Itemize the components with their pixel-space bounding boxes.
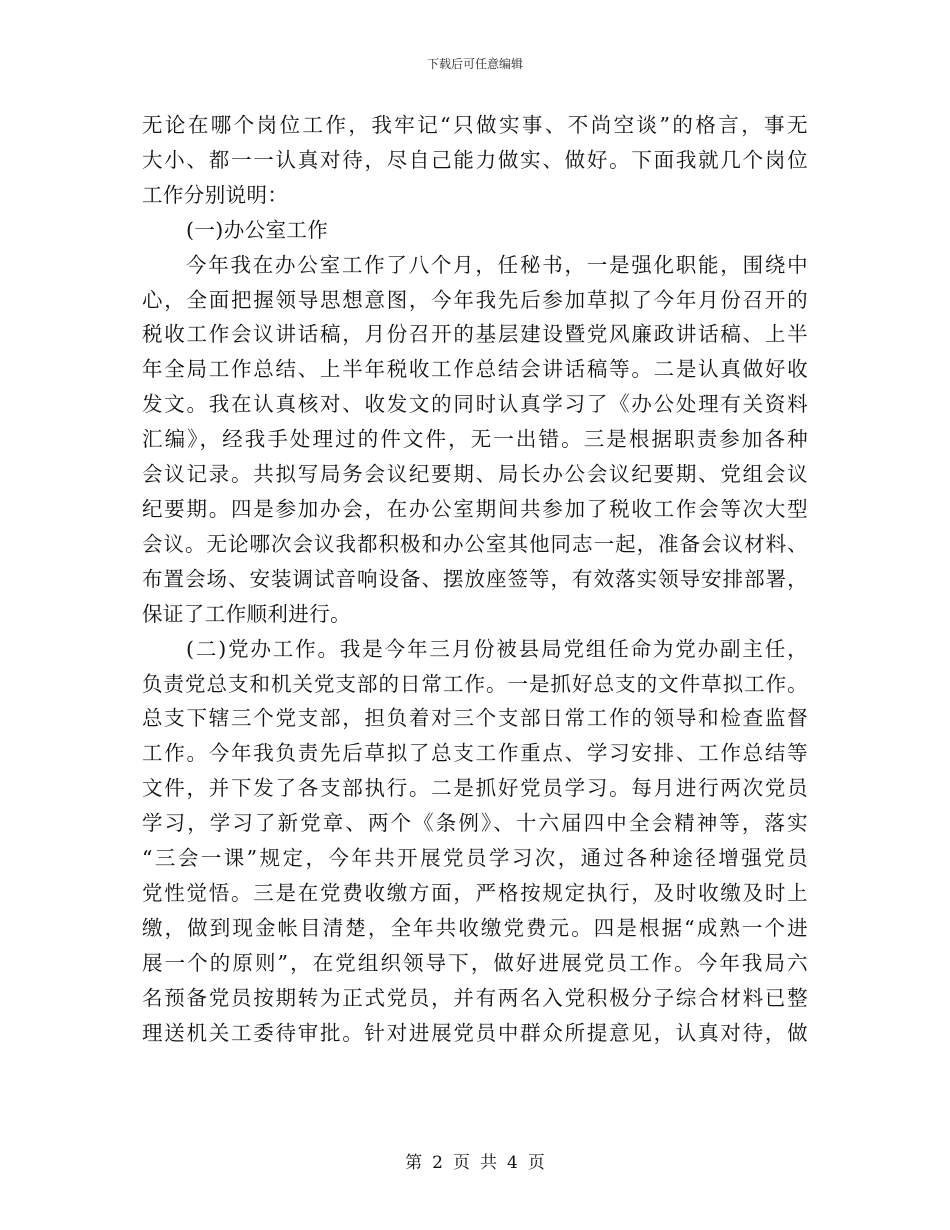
body-line: 会议记录。共拟写局务会议纪要期、局长办公会议纪要期、党组会议: [142, 462, 808, 487]
body-line: 无论在哪个岗位工作，我牢记“只做实事、不尚空谈”的格言，事无: [142, 113, 808, 137]
page-number-footer: [0, 1148, 950, 1173]
body-line: 今年我在办公室工作了八个月，任秘书，一是强化职能，围绕中: [186, 252, 808, 277]
page-header-note: 下载后可任意编辑: [426, 57, 523, 71]
body-line: 学习，学习了新党章、两个《条例》、十六届四中全会精神等，落实: [142, 811, 808, 836]
body-line: (一)办公室工作: [186, 217, 329, 242]
footer-current-page: 2: [432, 1153, 443, 1173]
body-line: 汇编》，经我手处理过的件文件，无一出错。三是根据职责参加各种: [142, 427, 808, 452]
body-line: 总支下辖三个党支部，担负着对三个支部日常工作的领导和检查监督: [142, 706, 808, 731]
body-line: 党性觉悟。三是在党费收缴方面，严格按规定执行，及时收缴及时上: [142, 880, 808, 905]
body-line: 发文。我在认真核对、收发文的同时认真学习了《办公处理有关资料: [142, 392, 808, 417]
body-line: 纪要期。四是参加办会，在办公室期间共参加了税收工作会等次大型: [142, 496, 808, 521]
body-line: 文件，并下发了各支部执行。二是抓好党员学习。每月进行两次党员: [142, 776, 808, 801]
body-line: (二)党办工作。我是今年三月份被县局党组任命为党办副主任，: [186, 636, 808, 661]
body-line: 心，全面把握领导思想意图，今年我先后参加草拟了今年月份召开的: [142, 287, 808, 312]
footer-page-word: 页: [453, 1153, 470, 1173]
body-line: 税收工作会议讲话稿，月份召开的基层建设暨党风廉政讲话稿、上半: [142, 322, 808, 347]
body-line: 保证了工作顺利进行。: [142, 601, 351, 626]
body-line: 工作分别说明：: [142, 182, 289, 207]
body-line: 年全局工作总结、上半年税收工作总结会讲话稿等。二是认真做好收: [142, 357, 808, 382]
body-line: 工作。今年我负责先后草拟了总支工作重点、学习安排、工作总结等: [142, 741, 808, 766]
body-line: 会议。无论哪次会议我都积极和办公室其他同志一起，准备会议材料、: [142, 531, 808, 556]
body-line: 名预备党员按期转为正式党员，并有两名入党积极分子综合材料已整: [142, 985, 808, 1010]
body-line: 展一个的原则”，在党组织领导下，做好进展党员工作。今年我局六: [142, 950, 808, 975]
footer-page-word-2: 页: [527, 1153, 545, 1173]
body-line: 布置会场、安装调试音响设备、摆放座签等，有效落实领导安排部署，: [142, 566, 808, 591]
body-line: 缴，做到现金帐目清楚，全年共收缴党费元。四是根据“成熟一个进: [142, 915, 808, 940]
body-line: 大小、都一一认真对待，尽自己能力做实、做好。下面我就几个岗位: [142, 147, 808, 172]
document-body: [142, 108, 808, 1050]
footer-total-pages: 4: [507, 1153, 518, 1173]
footer-total-word: 共: [480, 1153, 497, 1173]
footer-prefix: 第: [405, 1153, 423, 1173]
body-line: “三会一课”规定，今年共开展党员学习次，通过各种途径增强党员: [142, 846, 808, 871]
body-line: 理送机关工委待审批。针对进展党员中群众所提意见，认真对待，做: [142, 1020, 808, 1045]
body-line: 负责党总支和机关党支部的日常工作。一是抓好总支的文件草拟工作。: [142, 671, 808, 696]
